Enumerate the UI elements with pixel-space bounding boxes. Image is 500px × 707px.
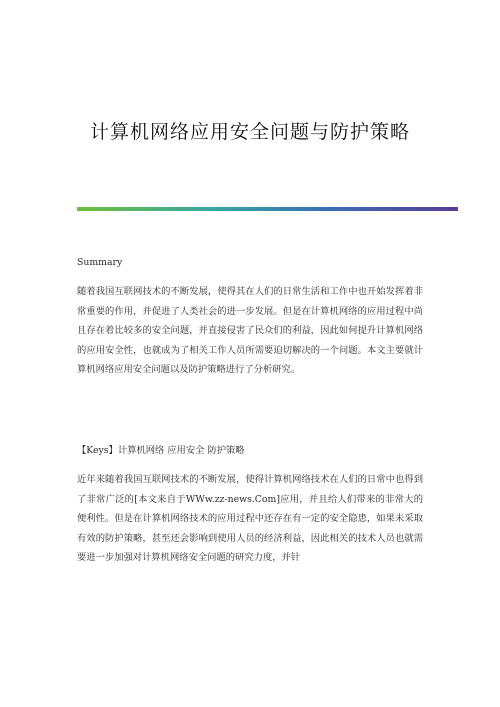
summary-paragraph: 随着我国互联网技术的不断发展，使得其在人们的日常生活和工作中也开始发挥着非常重要的作用，并促进了人类社会的进一步发展。但是在计算机网络的应用过程中尚且存在着比较多的安全问题，并直接侵害了民众们的利益，因此如何提升计算机网络的应用安全性，也就成为了相关工作人员所需要迫切解决的一个问题。本文主要就计算机网络应用安全问题以及防护策略进行了分析研究。 bbox=[77, 286, 423, 375]
title-divider bbox=[77, 207, 458, 211]
body-paragraph: 近年来随着我国互联网技术的不断发展，使得计算机网络技术在人们的日常中也得到了非常广泛的[本文来自于WWw.zz-news.Com]应用，并且给人们带来的非常大的便利性。但是在计算机网络技术的应用过程中还存在有一定的安全隐患，如果未采取有效的防护策略，甚至还会影响到使用人员的经济利益，因此相关的技术人员也就需要进一步加强对计算机网络安全问题的研究力度，并针 bbox=[77, 474, 423, 563]
keywords-line: 【Keys】计算机网络 应用安全 防护策略 bbox=[77, 445, 245, 456]
summary-heading: Summary bbox=[77, 257, 123, 268]
document-title: 计算机网络应用安全问题与防护策略 bbox=[89, 121, 410, 143]
